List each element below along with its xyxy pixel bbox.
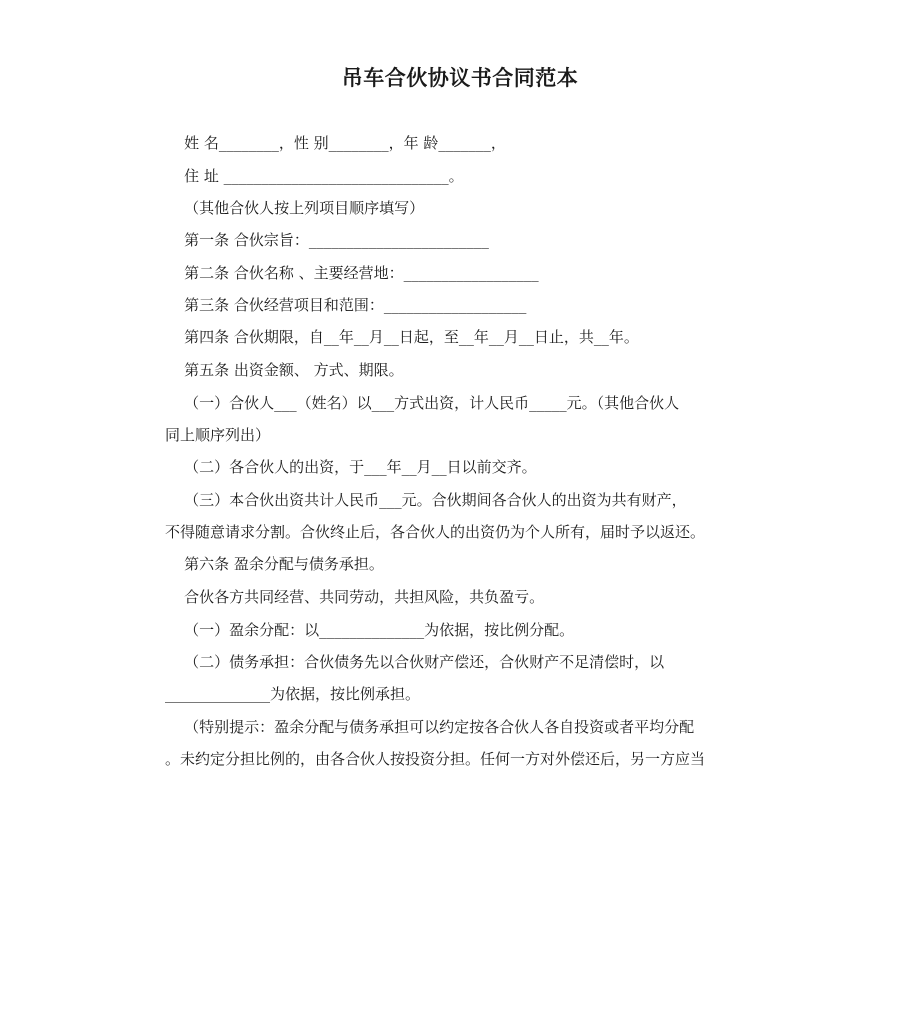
text-line: 第二条 合伙名称 、主要经营地：__________________ xyxy=(165,264,539,282)
text-line: （二）债务承担：合伙债务先以合伙财产偿还，合伙财产不足清偿时，以 xyxy=(165,653,665,671)
text-line: （一）合伙人___（姓名）以___方式出资，计人民币_____元。（其他合伙人 xyxy=(165,394,680,412)
document-title: 吊车合伙协议书合同范本 xyxy=(341,66,579,90)
text-line: 不得随意请求分割。合伙终止后，各合伙人的出资仍为个人所有，届时予以返还。 xyxy=(165,523,706,541)
text-line: 第三条 合伙经营项目和范围：___________________ xyxy=(165,296,527,314)
text-line: 住 址 ______________________________。 xyxy=(165,167,464,185)
text-line: 姓 名________，性 别________，年 龄_______， xyxy=(165,134,506,152)
text-line: （二）各合伙人的出资，于___年__月__日以前交齐。 xyxy=(165,458,537,476)
text-line: 第四条 合伙期限，自__年__月__日起，至__年__月__日止，共__年。 xyxy=(165,328,639,346)
text-line: 第五条 出资金额、 方式、期限。 xyxy=(165,361,404,379)
text-line: （三）本合伙出资共计人民币___元。合伙期间各合伙人的出资为共有财产， xyxy=(165,491,687,509)
text-line: 。未约定分担比例的，由各合伙人按投资分担。任何一方对外偿还后，另一方应当 xyxy=(165,750,706,768)
text-line: 第一条 合伙宗旨：________________________ xyxy=(165,231,489,249)
text-line: ______________为依据，按比例承担。 xyxy=(165,685,421,703)
text-line: （其他合伙人按上列项目顺序填写） xyxy=(165,199,425,217)
text-line: 同上顺序列出） xyxy=(165,426,271,444)
text-line: （一）盈余分配：以______________为依据，按比例分配。 xyxy=(165,621,575,639)
text-line: （特别提示：盈余分配与债务承担可以约定按各合伙人各自投资或者平均分配 xyxy=(165,718,695,736)
text-line: 合伙各方共同经营、共同劳动，共担风险，共负盈亏。 xyxy=(165,588,545,606)
text-line: 第六条 盈余分配与债务承担。 xyxy=(165,555,384,573)
